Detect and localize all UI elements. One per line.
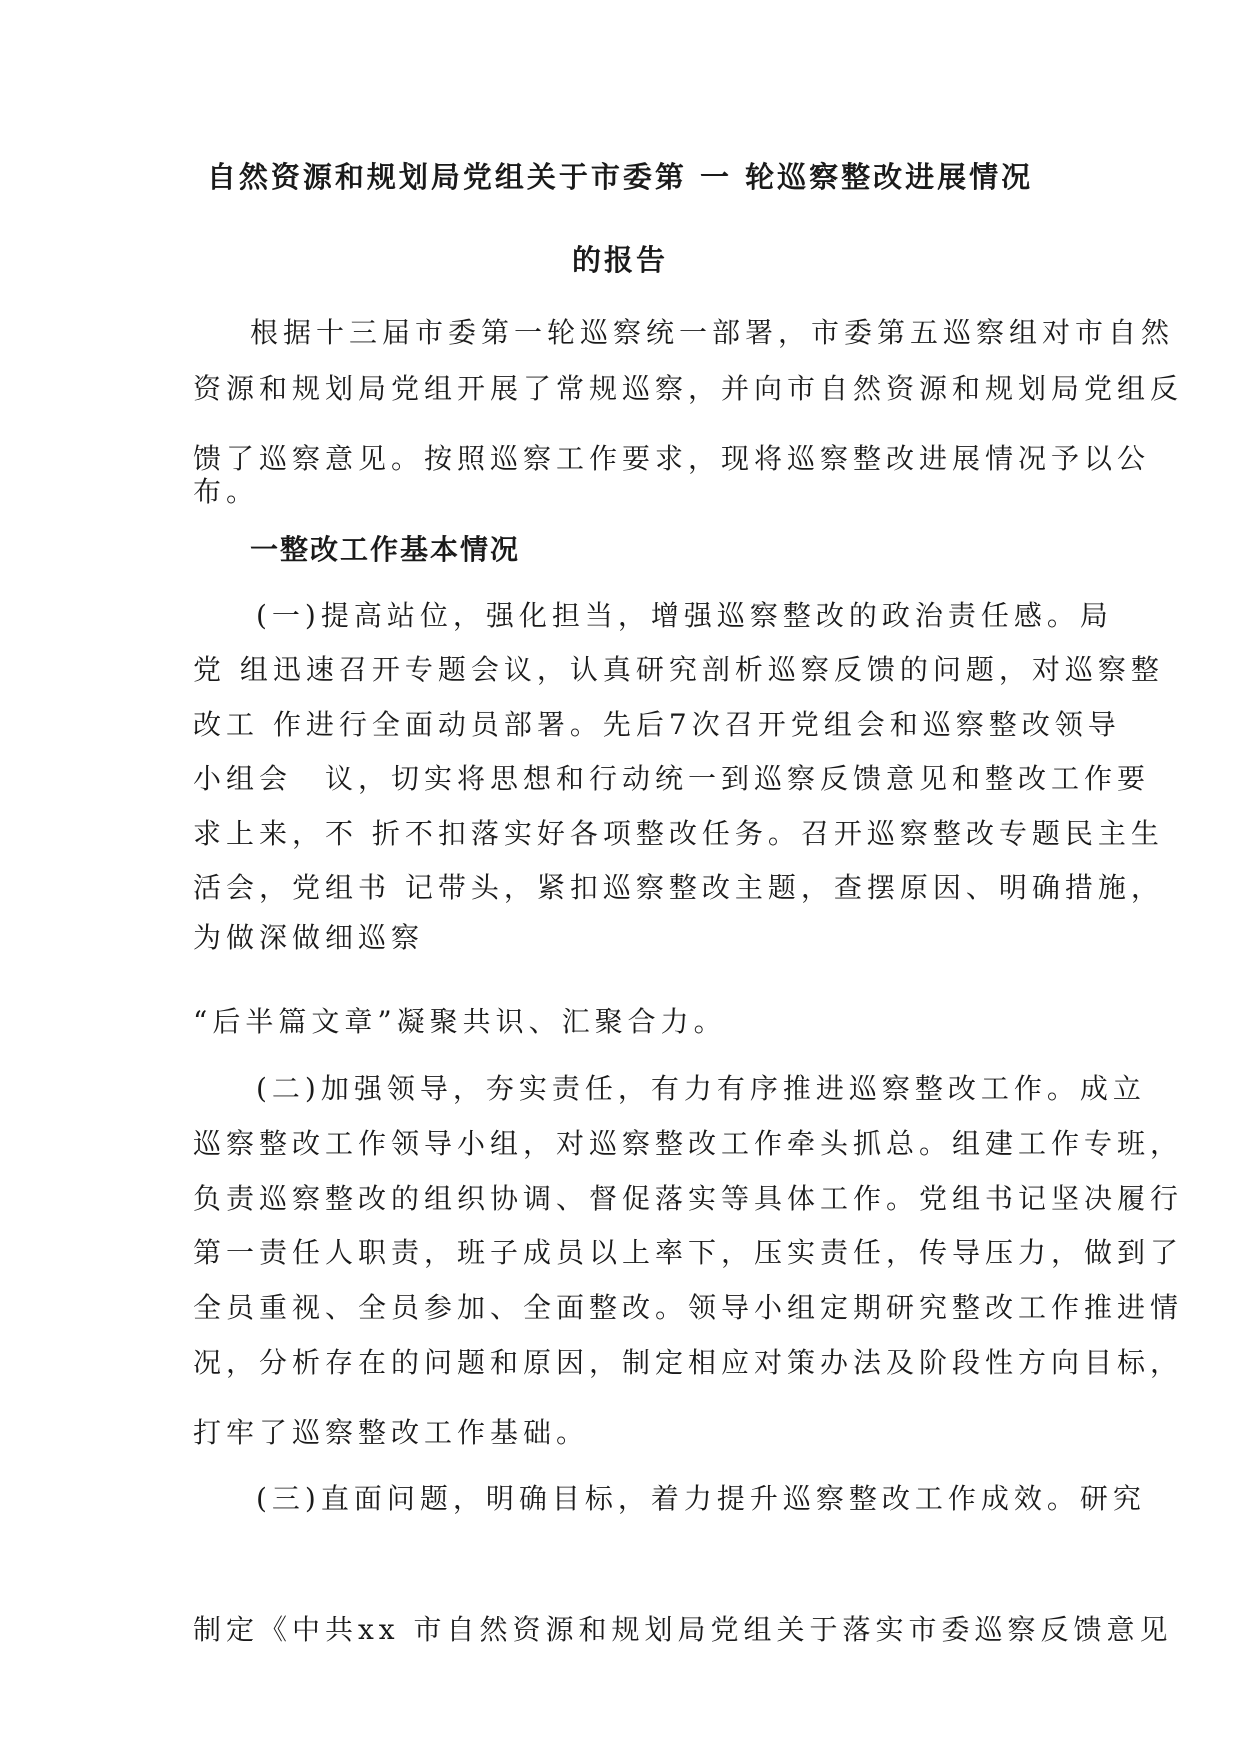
intro-line: 根据十三届市委第一轮巡察统一部署，市委第五巡察组对市自然 — [250, 316, 1175, 349]
para2-line: (二)加强领导，夯实责任，有力有序推进巡察整改工作。成立 — [256, 1072, 1146, 1105]
intro-line: 资源和规划局党组开展了常规巡察，并向市自然资源和规划局党组反 — [193, 372, 1184, 405]
para2-line: 第一责任人职责，班子成员以上率下，压实责任，传导压力，做到了 — [193, 1236, 1184, 1269]
section-heading: 一整改工作基本情况 — [250, 533, 521, 566]
intro-line: 馈了巡察意见。按照巡察工作要求，现将巡察整改进展情况予以公 — [193, 442, 1151, 475]
para1-line: 活会，党组书 记带头，紧扣巡察整改主题，查摆原因、明确措施， — [193, 871, 1164, 904]
para1-line: 党 组迅速召开专题会议，认真研究剖析巡察反馈的问题，对巡察整 — [193, 653, 1164, 686]
para1-line: “后半篇文章”凝聚共识、汇聚合力。 — [193, 1005, 727, 1038]
para2-line: 况，分析存在的问题和原因，制定相应对策办法及阶段性方向目标， — [193, 1346, 1184, 1379]
para3-line: 制定《中共xx 市自然资源和规划局党组关于落实市委巡察反馈意见 — [193, 1613, 1173, 1646]
para1-line: 求上来，不 折不扣落实好各项整改任务。召开巡察整改专题民主生 — [193, 817, 1164, 850]
para1-line: 改工 作进行全面动员部署。先后7次召开党组会和巡察整改领导 — [193, 708, 1121, 741]
para2-line: 打牢了巡察整改工作基础。 — [193, 1416, 590, 1449]
para1-line: (一)提高站位，强化担当，增强巡察整改的政治责任感。局 — [256, 599, 1113, 632]
para2-line: 全员重视、全员参加、全面整改。领导小组定期研究整改工作推进情 — [193, 1291, 1184, 1324]
document-title-line-2: 的报告 — [571, 243, 668, 277]
para3-line: (三)直面问题，明确目标，着力提升巡察整改工作成效。研究 — [256, 1482, 1146, 1515]
para1-line: 小组会 议，切实将思想和行动统一到巡察反馈意见和整改工作要 — [193, 762, 1151, 795]
para1-line: 为做深做细巡察 — [193, 921, 425, 954]
para2-line: 巡察整改工作领导小组，对巡察整改工作牵头抓总。组建工作专班， — [193, 1127, 1184, 1160]
intro-line: 布。 — [193, 475, 260, 508]
para2-line: 负责巡察整改的组织协调、督促落实等具体工作。党组书记坚决履行 — [193, 1182, 1184, 1215]
document-title-line-1: 自然资源和规划局党组关于市委第 一 轮巡察整改进展情况 — [206, 160, 1034, 194]
